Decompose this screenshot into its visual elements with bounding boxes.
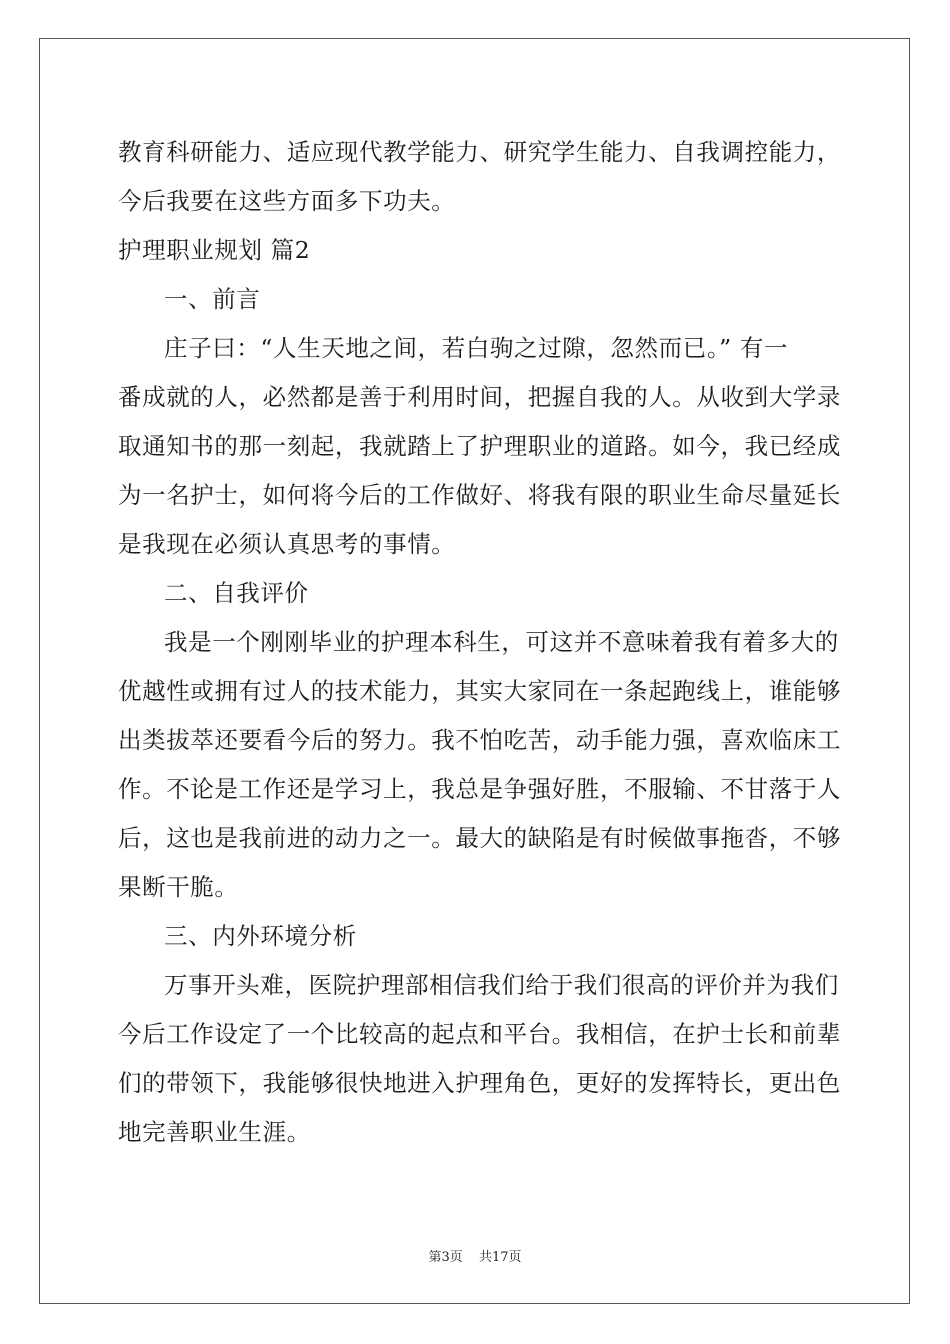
text-line: 万事开头难，医院护理部相信我们给于我们很高的评价并为我们: [164, 971, 839, 999]
section-heading: 一、前言: [164, 285, 261, 313]
text-line: 作。不论是工作还是学习上，我总是争强好胜，不服输、不甘落于人: [118, 775, 841, 803]
page-total: 共17页: [478, 1250, 522, 1265]
text-line: 果断干脆。: [118, 873, 239, 901]
section-title: 护理职业规划 篇2: [118, 236, 311, 264]
text-line: 番成就的人，必然都是善于利用时间，把握自我的人。从收到大学录: [118, 383, 841, 411]
page-number: 第3页: [428, 1250, 463, 1265]
text-line: 我是一个刚刚毕业的护理本科生，可这并不意味着我有着多大的: [164, 628, 839, 656]
text-line: 地完善职业生涯。: [118, 1118, 311, 1146]
text-line: 取通知书的那一刻起，我就踏上了护理职业的道路。如今，我已经成: [118, 432, 841, 460]
text-line: 是我现在必须认真思考的事情。: [118, 530, 456, 558]
text-line: 后，这也是我前进的动力之一。最大的缺陷是有时候做事拖沓，不够: [118, 824, 841, 852]
page-footer: [0, 1248, 950, 1268]
text-line: 今后工作设定了一个比较高的起点和平台。我相信，在护士长和前辈: [118, 1020, 841, 1048]
section-heading: 三、内外环境分析: [164, 922, 357, 950]
section-heading: 二、自我评价: [164, 579, 309, 607]
document-body: [118, 128, 841, 1157]
text-line: 优越性或拥有过人的技术能力，其实大家同在一条起跑线上，谁能够: [118, 677, 841, 705]
text-line: 今后我要在这些方面多下功夫。: [118, 187, 456, 215]
text-line: 们的带领下，我能够很快地进入护理角色，更好的发挥特长，更出色: [118, 1069, 841, 1097]
text-line: 为一名护士，如何将今后的工作做好、将我有限的职业生命尽量延长: [118, 481, 841, 509]
text-line: 庄子曰：“人生天地之间，若白驹之过隙，忽然而已。” 有一: [164, 334, 789, 362]
text-line: 出类拔萃还要看今后的努力。我不怕吃苦，动手能力强，喜欢临床工: [118, 726, 841, 754]
text-line: 教育科研能力、适应现代教学能力、研究学生能力、自我调控能力，: [118, 138, 841, 166]
